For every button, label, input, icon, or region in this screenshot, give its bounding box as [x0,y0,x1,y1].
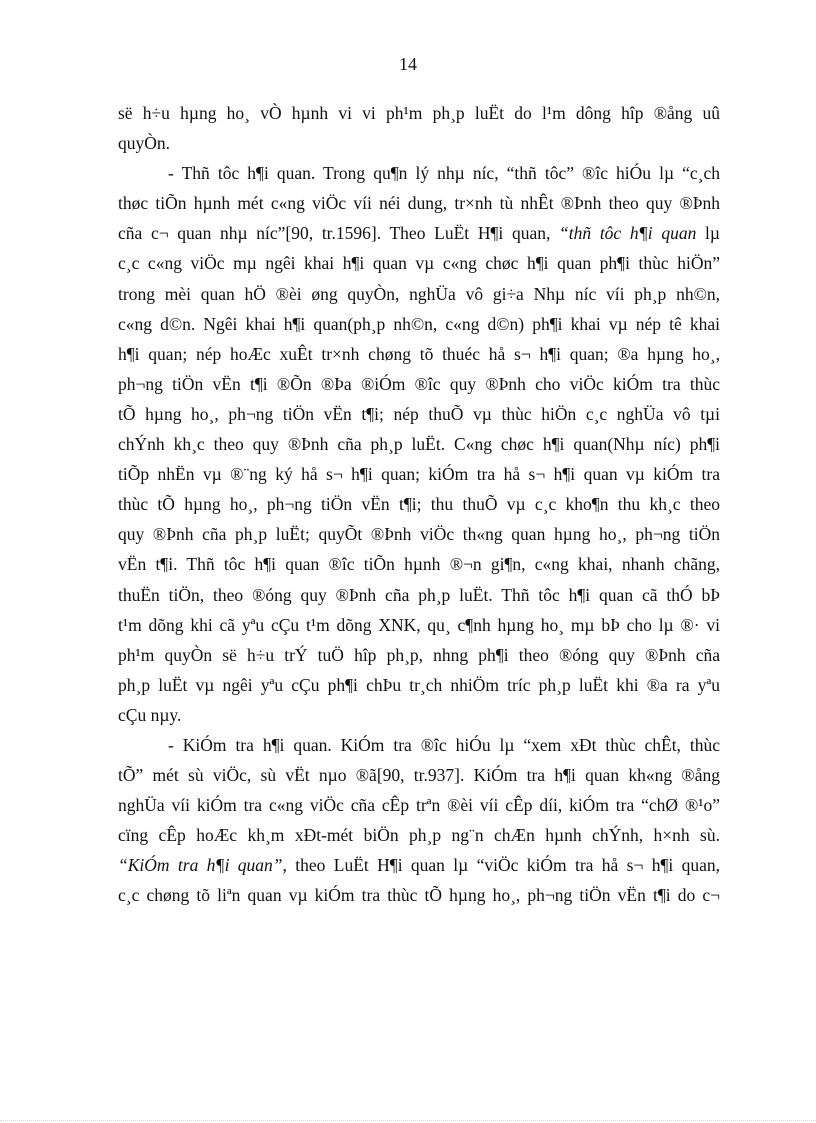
body-text [118,98,720,911]
text-line: c¸c c«ng viÖc mµ ngêi khai h¶i quan vµ c«ng chøc h¶i quan ph¶i thùc hiÖn” [118,253,720,274]
page-bottom-rule [0,1120,816,1121]
text-span: lµ [696,223,720,244]
text-line: thøc tiÕn hµnh mét c«ng viÖc víi néi dung, tr×nh tù nhÊt ®Þnh theo quy ®Þnh [118,193,720,214]
text-line: quyÒn. [118,133,171,154]
text-line: quy ®Þnh cña ph¸p luËt; quyÕt ®Þnh viÖc th«ng quan hµng ho¸, ph¬ng tiÖn [118,524,720,545]
text-line: cïng cÊp hoÆc kh¸m xÐt-mét biÖn ph¸p ng¨n chÆn hµnh chÝnh, h×nh sù. [118,825,720,846]
text-line: - Thñ tôc h¶i quan. Trong qu¶n lý nhµ níc, “thñ tôc” ®îc hiÓu lµ “c¸ch [168,163,720,184]
text-line: vËn t¶i. Thñ tôc h¶i quan ®îc tiÕn hµnh ®¬n gi¶n, c«ng khai, nhanh chãng, [118,554,720,575]
page-number: 14 [399,54,417,74]
text-line: thuËn tiÖn, theo ®óng quy ®Þnh cña ph¸p luËt. Thñ tôc h¶i quan cã thÓ bÞ [118,584,720,605]
text-line: nghÜa víi kiÓm tra c«ng viÖc cña cÊp trªn ®èi víi cÊp díi, kiÓm tra “chØ ®¹o” [118,795,720,816]
text-line: ph¸p luËt vµ ngêi yªu cÇu ph¶i chÞu tr¸ch nhiÖm tríc ph¸p luËt khi ®a ra yªu [118,674,720,695]
text-line: së h÷u hµng ho¸ vÒ hµnh vi vi ph¹m ph¸p luËt do l¹m dông hîp ®ång uû [118,103,720,123]
text-line: thùc tÕ hµng ho¸, ph¬ng tiÖn vËn t¶i; thu thuÕ vµ c¸c kho¶n thu kh¸c theo [118,494,720,515]
text-line: t¹m dõng khi cã yªu cÇu t¹m dõng XNK, qu¸ c¶nh hµng ho¸ mµ bÞ cho lµ ®· vi [118,614,720,635]
text-line: - KiÓm tra h¶i quan. KiÓm tra ®îc hiÓu lµ “xem xÐt thùc chÊt, thùc [168,734,720,755]
text-line: tÕ hµng ho¸, ph¬ng tiÖn vËn t¶i; nép thuÕ vµ thùc hiÖn c¸c nghÜa vô tµi [118,403,720,424]
text-line: c«ng d©n. Ngêi khai h¶i quan(ph¸p nh©n, c«ng d©n) ph¶i khai vµ nép tê khai [118,313,720,334]
text-line: chÝnh kh¸c theo quy ®Þnh cña ph¸p luËt. C«ng chøc h¶i quan(Nhµ níc) ph¶i [118,434,720,455]
text-line: ph¬ng tiÖn vËn t¶i ®Õn ®Þa ®iÓm ®îc quy ®Þnh cho viÖc kiÓm tra thùc [118,373,720,394]
text-line: ph¹m quyÒn së h÷u trÝ tuÖ hîp ph¸p, nhng ph¶i theo ®óng quy ®Þnh cña [118,644,720,665]
text-line [118,850,720,880]
text-span: cña c¬ quan nhµ níc”[90, tr.1596]. Theo LuËt H¶i quan, [118,223,560,244]
italic-term: “KiÓm tra h¶i quan” [118,855,283,876]
text-line: trong mèi quan hÖ ®èi øng quyÒn, nghÜa vô gi÷a Nhµ níc víi ph¸p nh©n, [118,283,720,304]
text-line: tÕ” mét sù viÖc, sù vËt nµo ®ã[90, tr.937]. KiÓm tra h¶i quan kh«ng ®ång [118,765,720,786]
text-line: tiÕp nhËn vµ ®¨ng ký hå s¬ h¶i quan; kiÓm tra hå s¬ h¶i quan vµ kiÓm tra [118,464,720,485]
text-span: , theo LuËt H¶i quan lµ “viÖc kiÓm tra hå s¬ h¶i quan, [282,855,720,876]
text-line [118,218,720,248]
text-line: cÇu nµy. [118,704,182,725]
italic-term: “thñ tôc h¶i quan [559,223,697,244]
text-line: h¶i quan; nép hoÆc xuÊt tr×nh chøng tõ thuéc hå s¬ h¶i quan; ®a hµng ho¸, [118,343,720,364]
text-line: c¸c chøng tõ liªn quan vµ kiÓm tra thùc tÕ hµng ho¸, ph¬ng tiÖn vËn t¶i do c¬ [118,885,720,906]
